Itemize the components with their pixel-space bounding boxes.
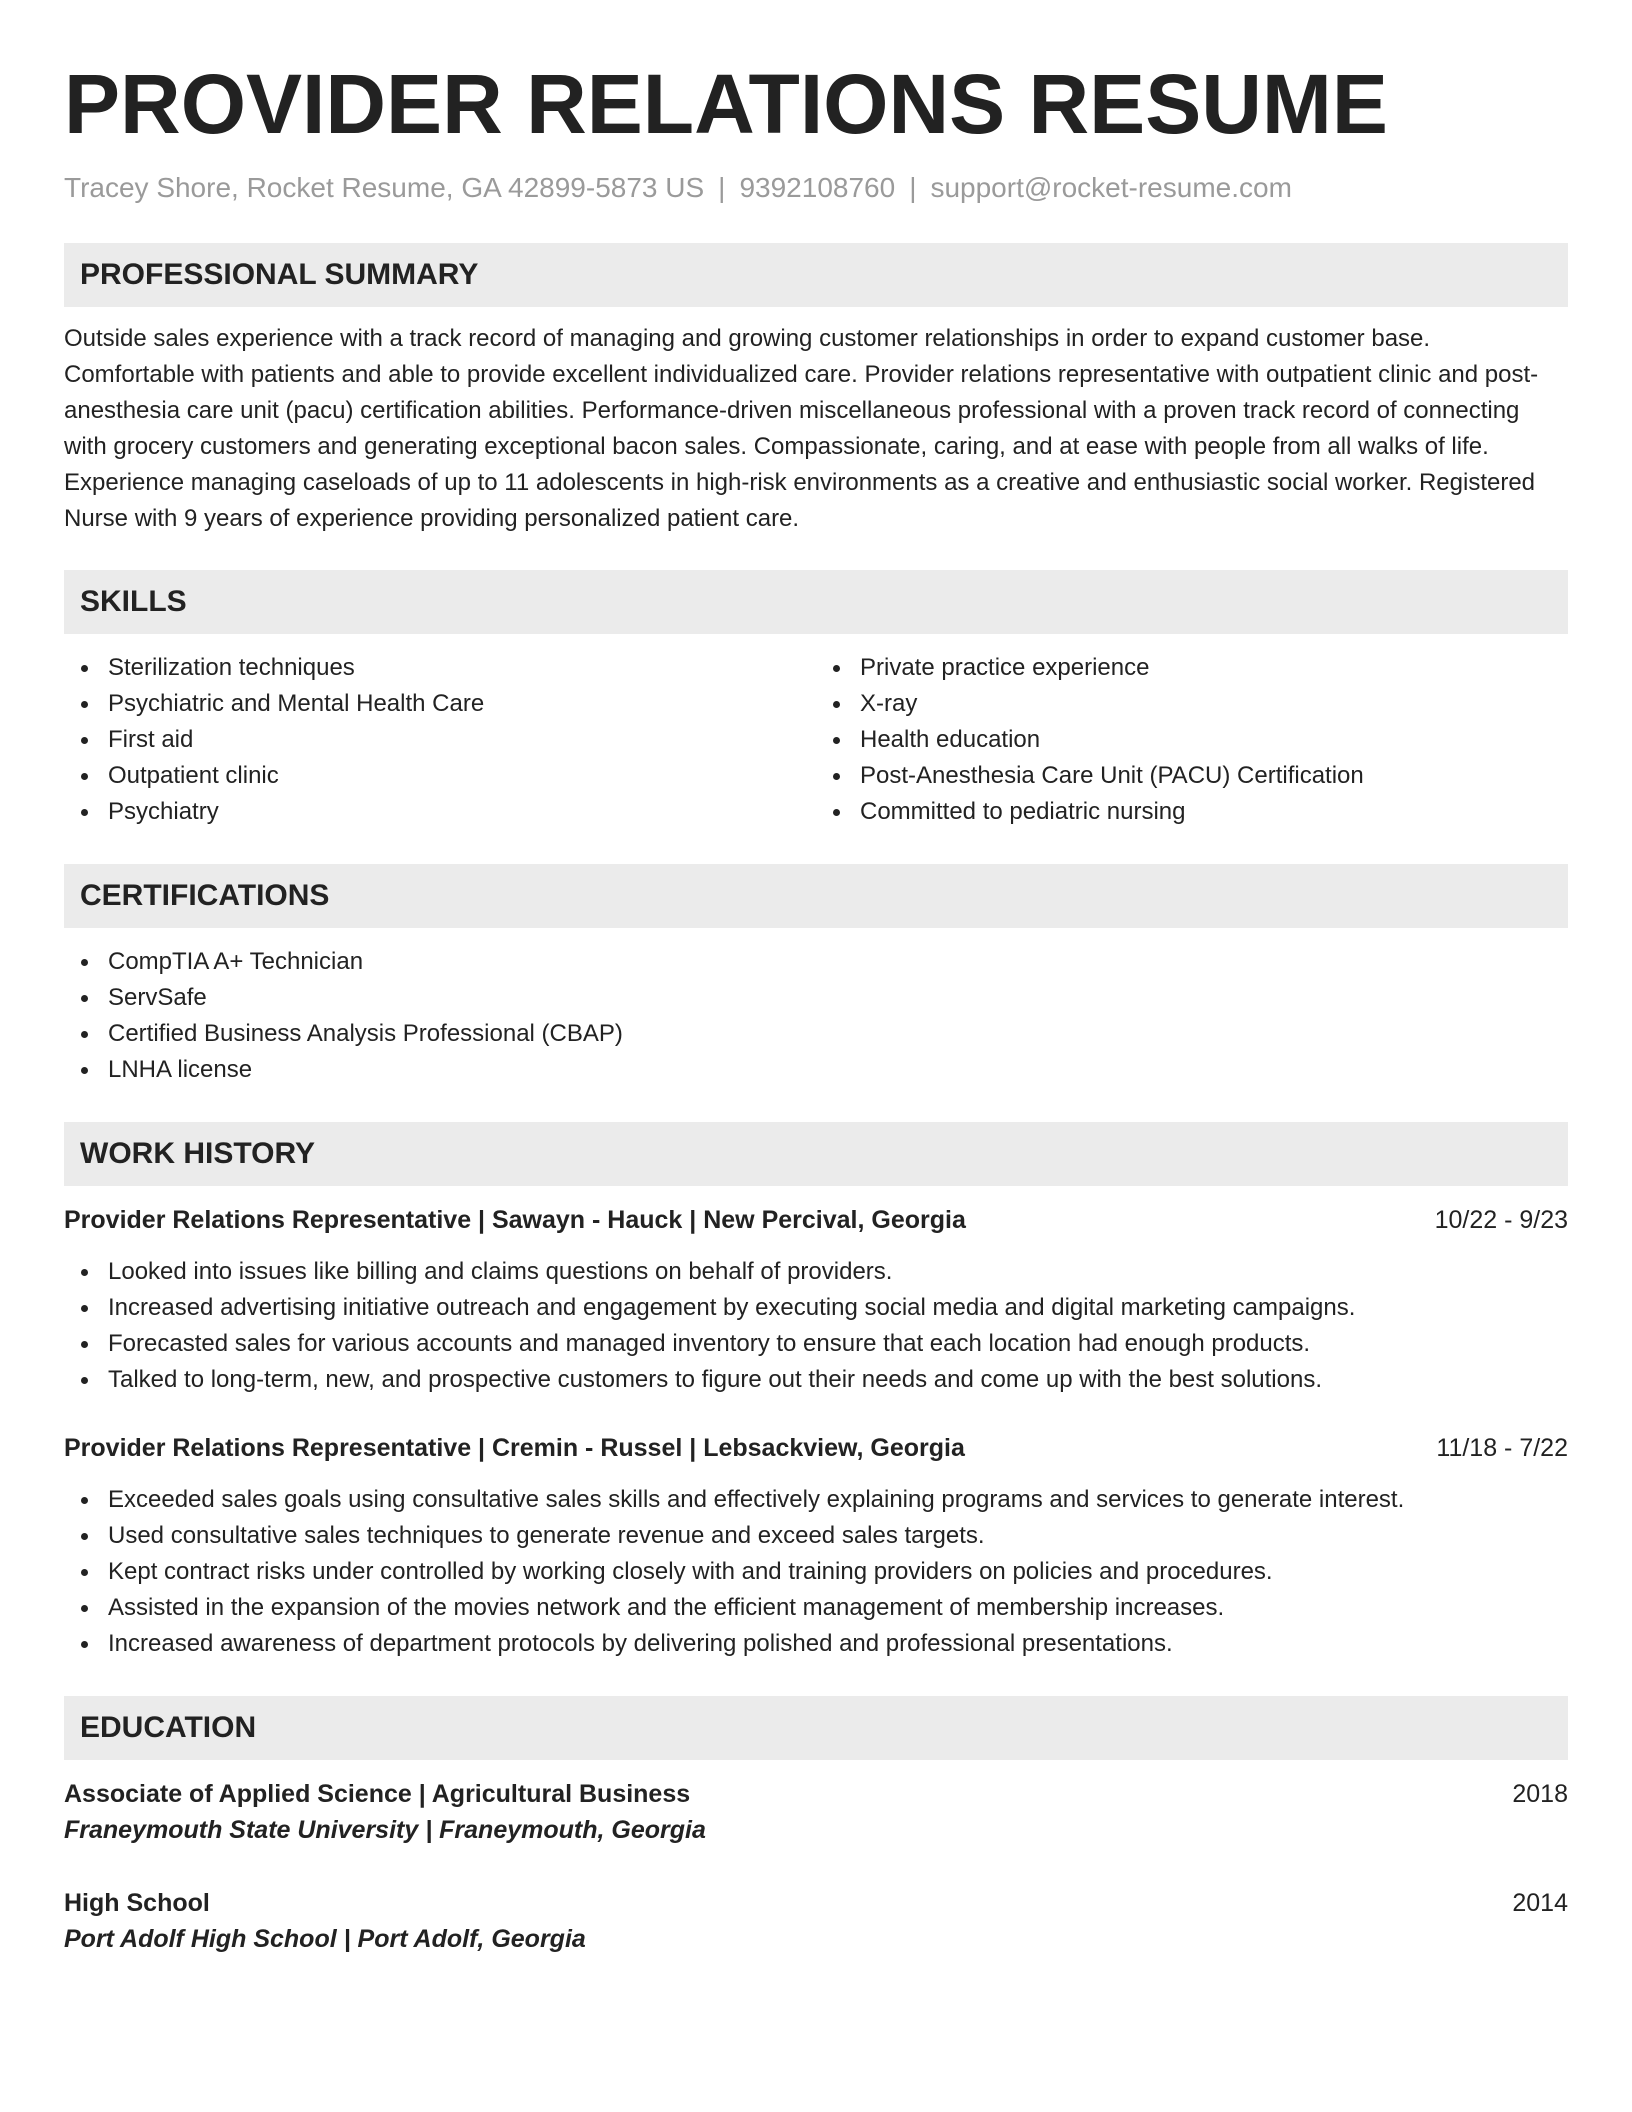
job-bullet: Increased awareness of department protocols by delivering polished and professional presentations. [108,1626,1568,1662]
certification-item: Certified Business Analysis Professional (CBAP) [108,1016,1568,1052]
section-header-work-history: WORK HISTORY [64,1122,1568,1186]
education-degree: Associate of Applied Science | Agricultural Business [64,1780,691,1808]
job-bullet: Kept contract risks under controlled by working closely with and training providers on policies and procedures. [108,1554,1568,1590]
contact-separator: | [718,172,726,203]
education-year: 2014 [1512,1889,1568,1917]
section-header-certifications: CERTIFICATIONS [64,864,1568,928]
job-dates: 11/18 - 7/22 [1436,1434,1568,1462]
job-title: Provider Relations Representative | Cremin - Russel | Lebsackview, Georgia [64,1434,965,1462]
contact-line [64,170,1568,206]
job-header [64,1202,1568,1238]
job-dates: 10/22 - 9/23 [1434,1206,1568,1234]
skill-item: Sterilization techniques [108,650,816,686]
job-bullet: Assisted in the expansion of the movies network and the efficient management of membership increases. [108,1590,1568,1626]
job-bullets [64,1254,1568,1398]
contact-address: Tracey Shore, Rocket Resume, GA 42899-5873 US [64,172,705,203]
contact-separator: | [909,172,917,203]
job-bullet: Used consultative sales techniques to generate revenue and exceed sales targets. [108,1518,1568,1554]
section-header-skills: SKILLS [64,570,1568,634]
education-entry [64,1885,1568,1957]
skill-item: Psychiatry [108,794,816,830]
certification-item: LNHA license [108,1052,1568,1088]
contact-email: support@rocket-resume.com [930,172,1292,203]
job-header [64,1430,1568,1466]
skill-item: X-ray [860,686,1568,722]
education-entry [64,1776,1568,1848]
resume-title: PROVIDER RELATIONS RESUME [64,57,1388,151]
education-school: Port Adolf High School | Port Adolf, Georgia [64,1925,586,1953]
certifications-list [64,944,1568,1088]
job-bullet: Forecasted sales for various accounts and managed inventory to ensure that each location had enough products. [108,1326,1568,1362]
skill-item: Outpatient clinic [108,758,816,794]
skill-item: Psychiatric and Mental Health Care [108,686,816,722]
skills-column-left [64,650,816,830]
job-bullet: Looked into issues like billing and claims questions on behalf of providers. [108,1254,1568,1290]
job-bullet: Exceeded sales goals using consultative sales skills and effectively explaining programs and services to generate interest. [108,1482,1568,1518]
section-header-summary: PROFESSIONAL SUMMARY [64,243,1568,307]
skill-item: Post-Anesthesia Care Unit (PACU) Certification [860,758,1568,794]
skill-item: Committed to pediatric nursing [860,794,1568,830]
skill-item: Private practice experience [860,650,1568,686]
education-year: 2018 [1512,1780,1568,1808]
skills-column-right [816,650,1568,830]
education-header [64,1776,1568,1812]
certification-item: CompTIA A+ Technician [108,944,1568,980]
education-school: Franeymouth State University | Franeymouth, Georgia [64,1816,706,1844]
job-title: Provider Relations Representative | Sawayn - Hauck | New Percival, Georgia [64,1206,966,1234]
skill-item: Health education [860,722,1568,758]
job-entry [64,1202,1568,1398]
job-entry [64,1430,1568,1662]
skills-grid [64,650,1568,830]
job-bullet: Increased advertising initiative outreach and engagement by executing social media and digital marketing campaigns. [108,1290,1568,1326]
job-bullets [64,1482,1568,1662]
job-bullet: Talked to long-term, new, and prospective customers to figure out their needs and come up with the best solutions. [108,1362,1568,1398]
skill-item: First aid [108,722,816,758]
summary-text: Outside sales experience with a track record of managing and growing customer relationships in order to expand customer base. Comfortable with patients and able to provide excellent individualized care. Provider relations representative with outpatient clinic and post-anesthesia care unit (pacu) certification abilities. Performance-driven miscellaneous professional with a proven track record of connecting with grocery customers and generating exceptional bacon sales. Compassionate, caring, and at ease with people from all walks of life. Experience managing caseloads of up to 11 adolescents in high-risk environments as a creative and enthusiastic social worker. Registered Nurse with 9 years of experience providing personalized patient care. [64,325,1539,532]
education-header [64,1885,1568,1921]
education-degree: High School [64,1889,210,1917]
contact-phone: 9392108760 [739,172,896,203]
section-header-education: EDUCATION [64,1696,1568,1760]
certification-item: ServSafe [108,980,1568,1016]
